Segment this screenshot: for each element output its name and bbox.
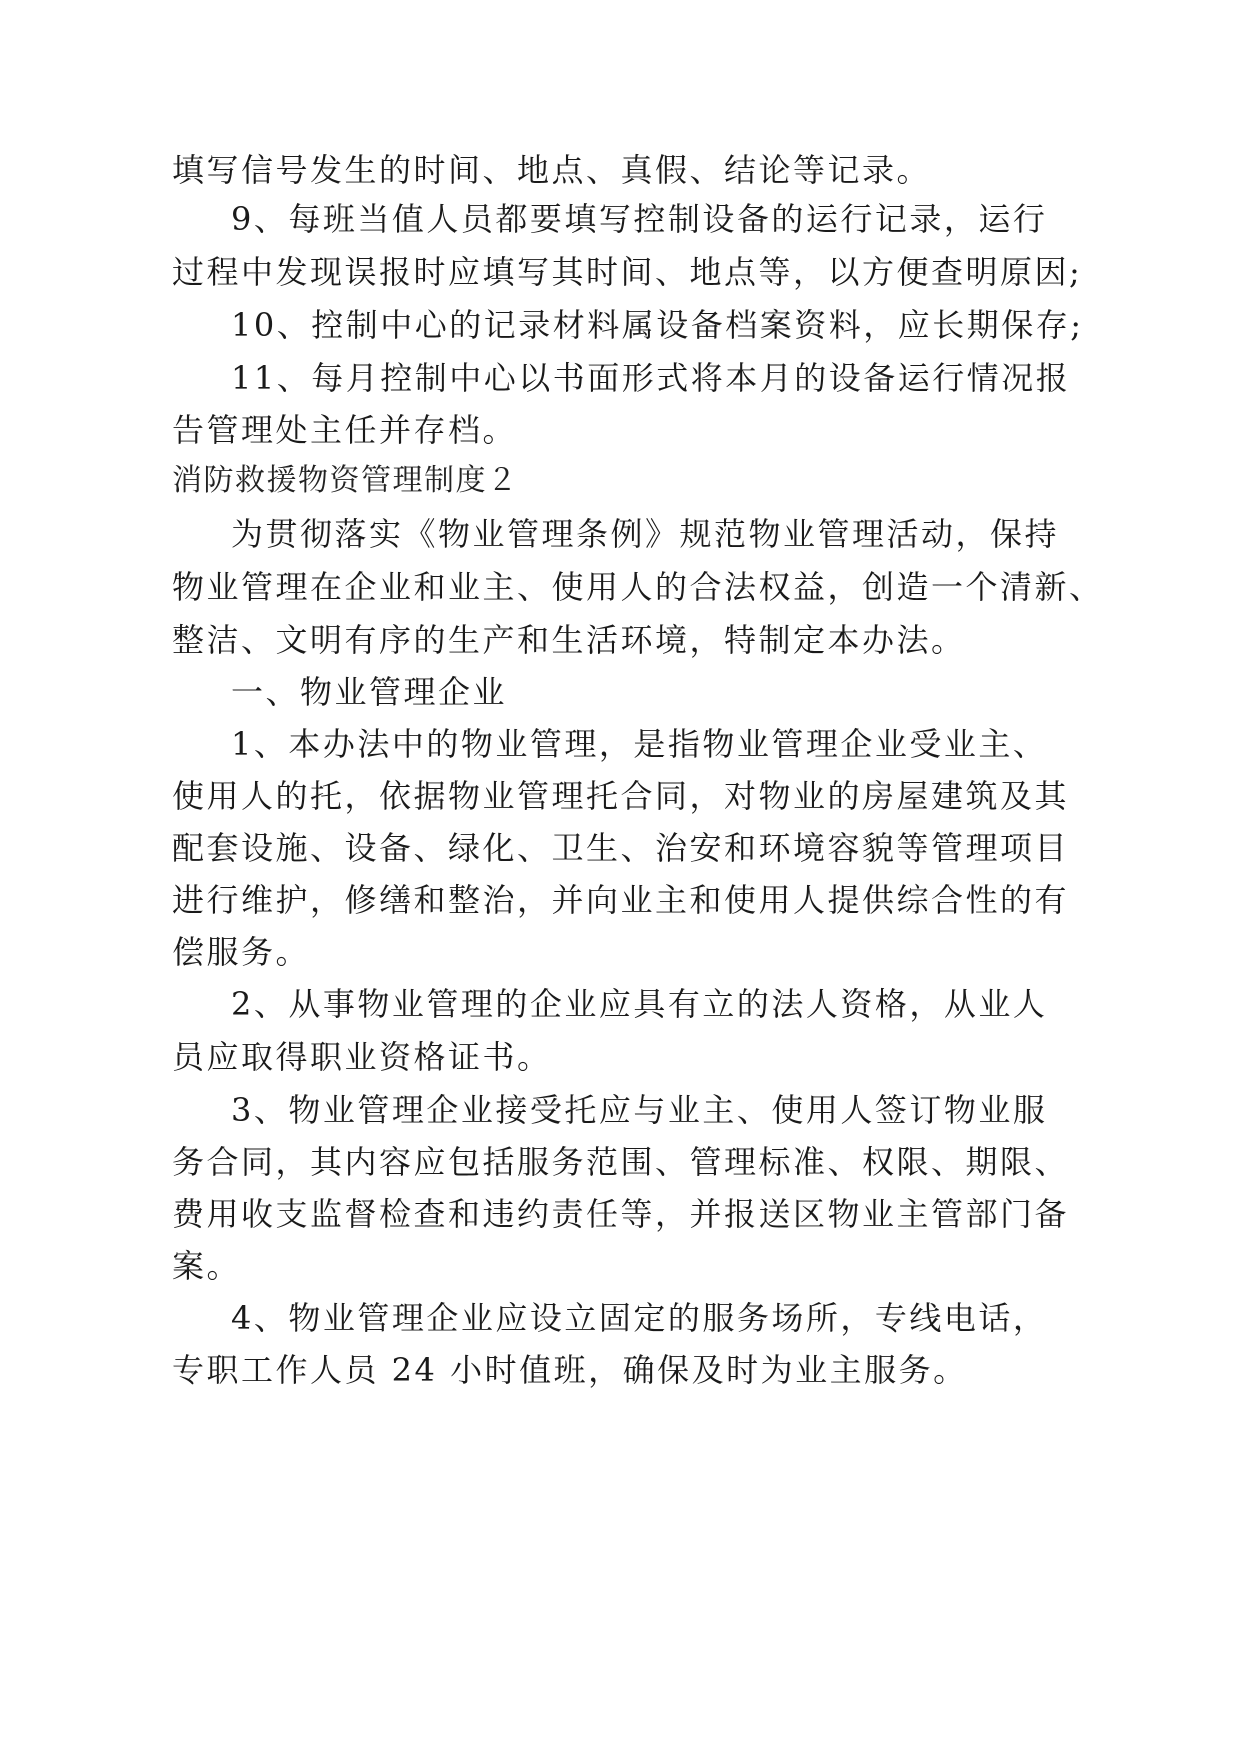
text-line-10: 整洁、文明有序的生产和生活环境，特制定本办法。 <box>172 621 966 659</box>
text-line-9: 物业管理在企业和业主、使用人的合法权益，创造一个清新、 <box>172 568 1104 606</box>
text-line-14: 配套设施、设备、绿化、卫生、治安和环境容貌等管理项目 <box>172 829 1070 867</box>
text-line-5: 11、每月控制中心以书面形式将本月的设备运行情况报 <box>231 359 1071 397</box>
text-line-16: 偿服务。 <box>172 933 311 971</box>
text-line-4: 10、控制中心的记录材料属设备档案资料，应长期保存; <box>231 306 1084 344</box>
text-line-3: 过程中发现误报时应填写其时间、地点等，以方便查明原因; <box>172 253 1083 291</box>
text-line-6: 告管理处主任并存档。 <box>172 411 518 449</box>
text-line-15: 进行维护，修缮和整治，并向业主和使用人提供综合性的有 <box>172 881 1070 919</box>
text-line-2: 9、每班当值人员都要填写控制设备的运行记录，运行 <box>231 200 1048 238</box>
text-line-24: 专职工作人员 24 小时值班，确保及时为业主服务。 <box>172 1351 968 1389</box>
text-line-21: 费用收支监督检查和违约责任等，并报送区物业主管部门备 <box>172 1195 1070 1233</box>
text-line-11: 一、物业管理企业 <box>231 673 508 711</box>
section-heading: 消防救援物资管理制度２ <box>172 463 519 498</box>
text-line-17: 2、从事物业管理的企业应具有立的法人资格，从业人 <box>231 985 1048 1023</box>
text-line-19: 3、物业管理企业接受托应与业主、使用人签订物业服 <box>231 1091 1048 1129</box>
text-line-12: 1、本办法中的物业管理，是指物业管理企业受业主、 <box>231 725 1048 763</box>
text-line-18: 员应取得职业资格证书。 <box>172 1038 552 1076</box>
text-line-13: 使用人的托，依据物业管理托合同，对物业的房屋建筑及其 <box>172 777 1070 815</box>
text-line-8: 为贯彻落实《物业管理条例》规范物业管理活动，保持 <box>231 515 1060 553</box>
text-line-20: 务合同，其内容应包括服务范围、管理标准、权限、期限、 <box>172 1143 1070 1181</box>
text-line-1: 填写信号发生的时间、地点、真假、结论等记录。 <box>172 151 932 189</box>
text-line-22: 案。 <box>172 1247 242 1285</box>
text-line-23: 4、物业管理企业应设立固定的服务场所，专线电话， <box>231 1299 1048 1337</box>
